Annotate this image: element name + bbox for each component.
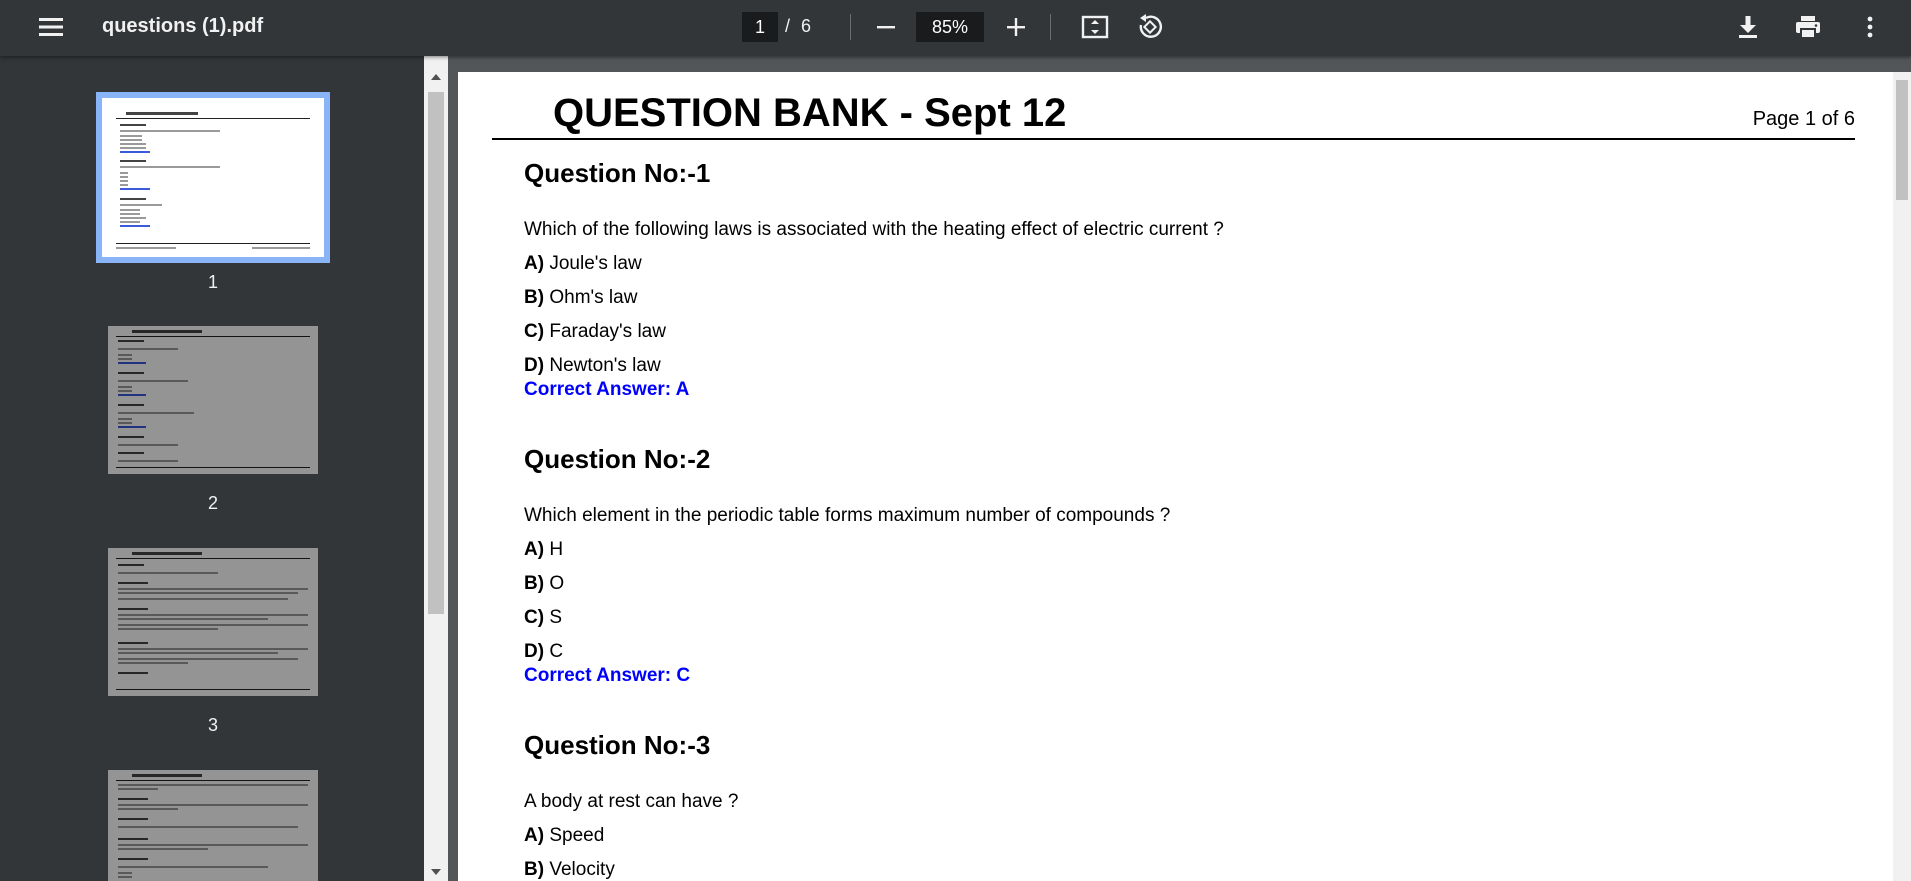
question-text: Which of the following laws is associated with the heating effect of electric current ? <box>524 219 1224 240</box>
rotate-button[interactable] <box>1132 9 1168 45</box>
option-b: B) Velocity <box>524 859 615 880</box>
document-scrollbar-thumb[interactable] <box>1896 80 1908 200</box>
option-b: B) O <box>524 573 565 594</box>
question-text: A body at rest can have ? <box>524 791 739 812</box>
pdf-toolbar <box>0 0 1911 56</box>
question-heading: Question No:-2 <box>524 444 711 474</box>
page-indicator: Page 1 of 6 <box>1752 108 1855 130</box>
page-total: 6 <box>801 16 812 36</box>
print-button[interactable] <box>1790 9 1826 45</box>
page-thumbnail-2[interactable] <box>108 326 318 474</box>
document-title: QUESTION BANK - Sept 12 <box>553 91 1067 135</box>
download-icon <box>1737 15 1759 39</box>
document-scrollbar[interactable] <box>1893 72 1911 881</box>
download-button[interactable] <box>1730 9 1766 45</box>
print-icon <box>1795 15 1821 39</box>
correct-answer: Correct Answer: A <box>524 379 690 400</box>
more-options-button[interactable] <box>1852 9 1888 45</box>
toolbar-divider <box>850 14 851 40</box>
option-b: B) Ohm's law <box>524 287 638 308</box>
thumbnail-label-2: 2 <box>207 493 218 513</box>
plus-icon <box>1006 17 1026 37</box>
question-text: Which element in the periodic table forms maximum number of compounds ? <box>524 505 1171 526</box>
thumbnail-label-3: 3 <box>207 715 218 735</box>
more-vert-icon <box>1866 15 1874 39</box>
question-heading: Question No:-1 <box>524 158 711 188</box>
zoom-out-button[interactable] <box>868 9 904 45</box>
fit-page-icon <box>1081 15 1109 39</box>
correct-answer: Correct Answer: C <box>524 665 691 686</box>
page-number-input[interactable]: 1 <box>742 12 778 42</box>
menu-icon <box>38 17 64 37</box>
zoom-in-button[interactable] <box>998 9 1034 45</box>
sidebar-scrollbar[interactable] <box>424 56 448 881</box>
option-d: D) C <box>524 641 564 662</box>
page-separator: / <box>785 16 791 36</box>
sidebar-scrollbar-thumb[interactable] <box>428 92 444 614</box>
page-thumbnail-3[interactable] <box>108 548 318 696</box>
minus-icon <box>876 17 896 37</box>
thumbnail-label-1: 1 <box>207 272 218 292</box>
option-c: C) S <box>524 607 563 628</box>
menu-button[interactable] <box>34 8 68 46</box>
option-d: D) Newton's law <box>524 355 661 376</box>
page-thumbnail-1[interactable] <box>102 98 324 257</box>
pdf-page <box>458 72 1893 881</box>
thumbnail-sidebar <box>0 56 424 881</box>
toolbar-divider <box>1050 14 1051 40</box>
scroll-down-arrow-icon[interactable] <box>431 869 441 875</box>
zoom-input[interactable]: 85% <box>916 12 984 42</box>
option-a: A) Joule's law <box>524 253 642 274</box>
option-a: A) Speed <box>524 825 605 846</box>
question-heading: Question No:-3 <box>524 730 711 760</box>
title-divider <box>492 138 1855 140</box>
scroll-up-arrow-icon[interactable] <box>431 74 441 80</box>
page-thumbnail-4[interactable] <box>108 770 318 881</box>
fit-page-button[interactable] <box>1077 9 1113 45</box>
file-title: questions (1).pdf <box>102 15 264 37</box>
rotate-icon <box>1136 13 1164 41</box>
option-a: A) H <box>524 539 564 560</box>
option-c: C) Faraday's law <box>524 321 666 342</box>
